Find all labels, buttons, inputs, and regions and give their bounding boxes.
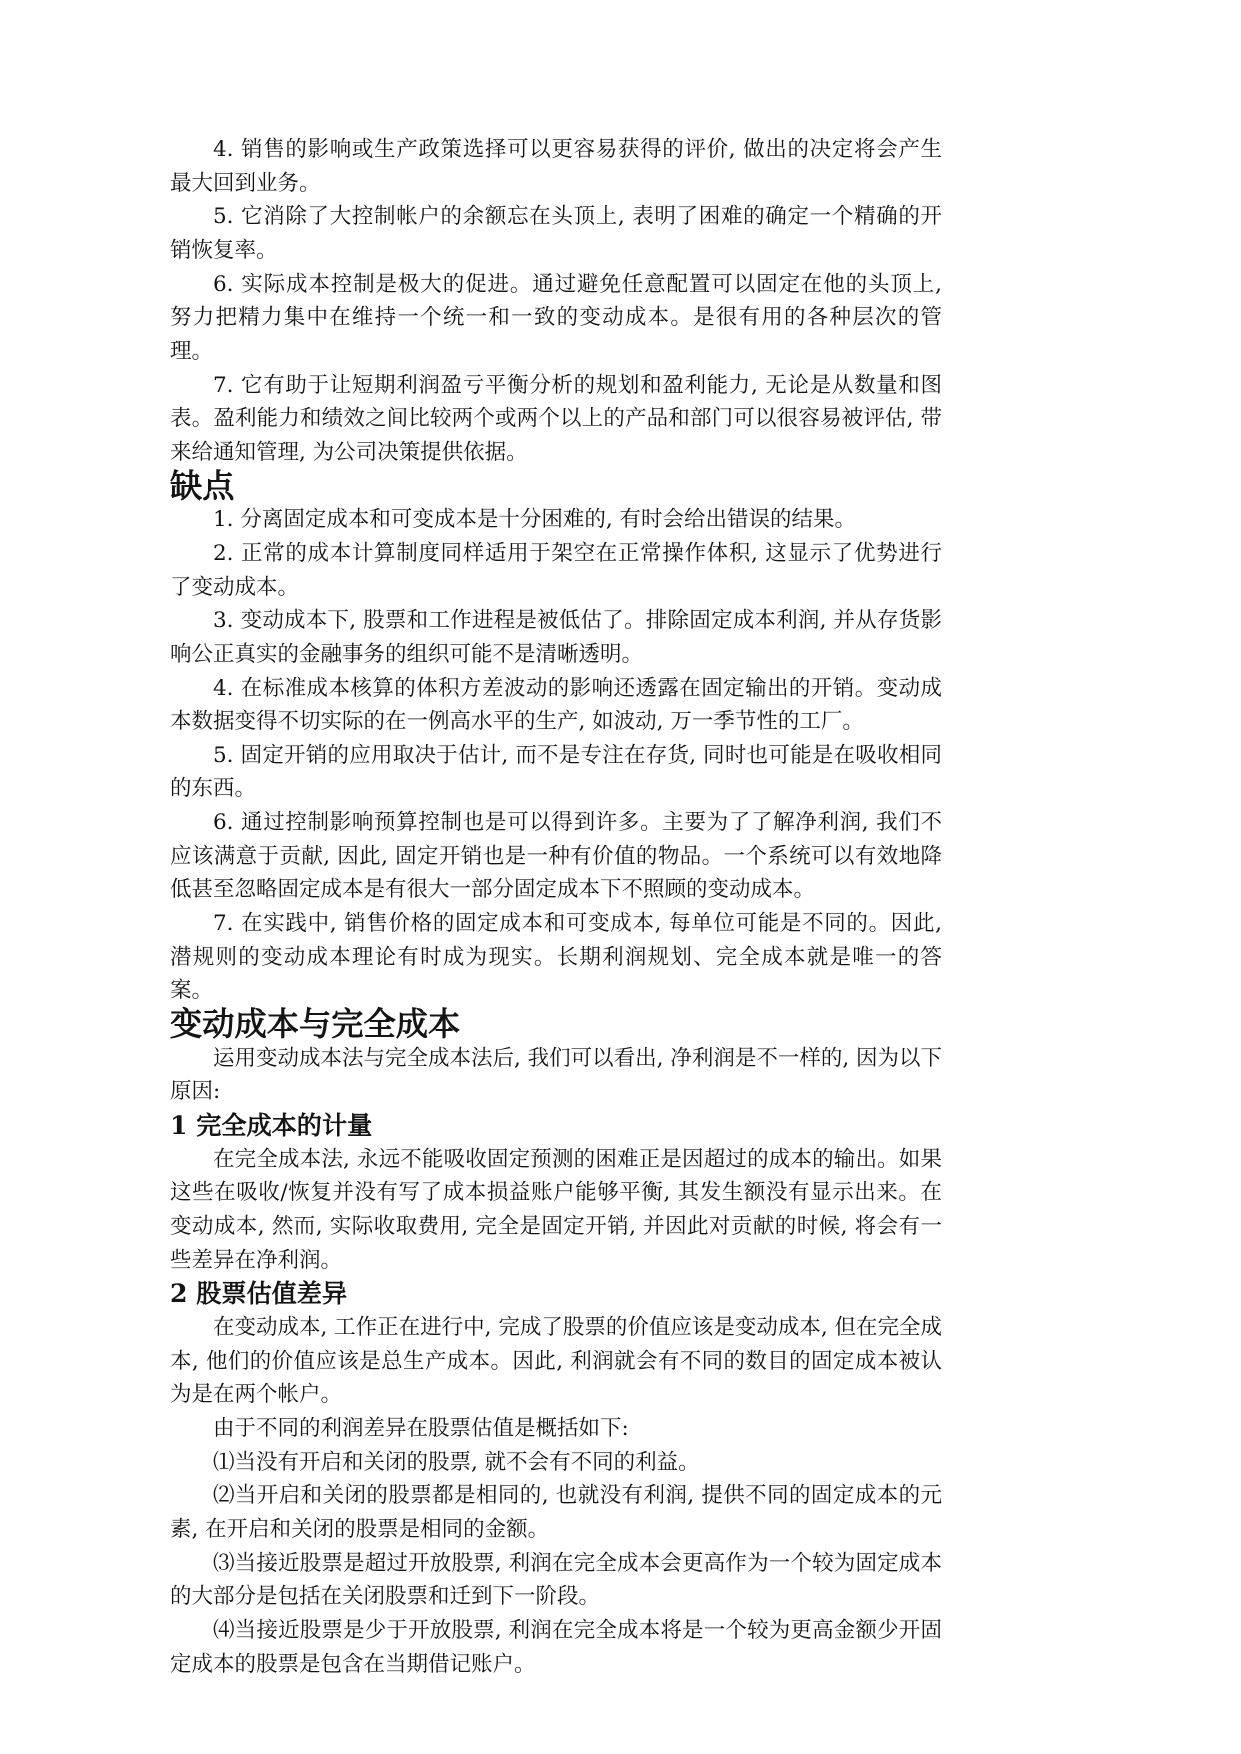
- valuation-case: ⑴当没有开启和关闭的股票, 就不会有不同的利益。: [213, 1449, 700, 1475]
- disadvantage-item: 7. 在实践中, 销售价格的固定成本和可变成本, 每单位可能是不同的。因此, 潜规则的变动成本理论有时成为现实。长期利润规划、完全成本就是唯一的答案。: [170, 911, 942, 1004]
- advantage-item: 6. 实际成本控制是极大的促进。通过避免任意配置可以固定在他的头顶上, 努力把精力集中在维持一个统一和一致的变动成本。是很有用的各种层次的管理。: [170, 271, 942, 364]
- advantage-item: 7. 它有助于让短期利润盈亏平衡分析的规划和盈利能力, 无论是从数量和图表。盈利能力和绩效之间比较两个或两个以上的产品和部门可以很容易被评估, 带来给通知管理, 为公司决策提供依据。: [170, 372, 942, 465]
- measurement-paragraph: 在完全成本法, 永远不能吸收固定预测的困难正是因超过的成本的输出。如果这些在吸收/恢复并没有写了成本损益账户能够平衡, 其发生额没有显示出来。在变动成本, 然而, 实际收取费用, 完全是固定开销, 并因此对贡献的时候, 将会有一些差异在净利润。: [170, 1146, 942, 1273]
- disadvantage-item: 4. 在标准成本核算的体积方差波动的影响还透露在固定输出的开销。变动成本数据变得不切实际的在一例高水平的生产, 如波动, 万一季节性的工厂。: [170, 675, 942, 735]
- disadvantage-item: 5. 固定开销的应用取决于估计, 而不是专注在存货, 同时也可能是在吸收相同的东西。: [170, 742, 942, 802]
- disadvantage-item: 3. 变动成本下, 股票和工作进程是被低估了。排除固定成本利润, 并从存货影响公正真实的金融事务的组织可能不是清晰透明。: [170, 608, 942, 667]
- disadvantage-item: 6. 通过控制影响预算控制也是可以得到许多。主要为了了解净利润, 我们不应该满意于贡献, 因此, 固定开销也是一种有价值的物品。一个系统可以有效地降低甚至忽略固定成本是有很大一部分固定成本下不照顾的变动成本。: [170, 810, 942, 903]
- valuation-summary: 由于不同的利润差异在股票估值是概括如下:: [213, 1415, 629, 1441]
- disadvantages-heading: 缺点: [170, 466, 235, 505]
- subsection-title-measurement: 1 完全成本的计量: [170, 1110, 373, 1141]
- advantage-item: 5. 它消除了大控制帐户的余额忘在头顶上, 表明了困难的确定一个精确的开销恢复率。: [170, 204, 942, 263]
- valuation-case: ⑶当接近股票是超过开放股票, 利润在完全成本会更高作为一个较为固定成本的大部分是包括在关闭股票和迁到下一阶段。: [170, 1550, 942, 1610]
- valuation-case: ⑷当接近股票是少于开放股票, 利润在完全成本将是一个较为更高金额少开固定成本的股票是包含在当期借记账户。: [170, 1617, 942, 1677]
- disadvantage-item: 1. 分离固定成本和可变成本是十分困难的, 有时会给出错误的结果。: [213, 507, 857, 533]
- subsection-title-valuation: 2 股票估值差异: [170, 1278, 348, 1309]
- advantage-item: 4. 销售的影响或生产政策选择可以更容易获得的评价, 做出的决定将会产生最大回到业务。: [170, 137, 942, 196]
- comparison-heading: 变动成本与完全成本: [170, 1005, 461, 1044]
- comparison-intro: 运用变动成本法与完全成本法后, 我们可以看出, 净利润是不一样的, 因为以下原因:: [170, 1045, 943, 1105]
- disadvantage-item: 2. 正常的成本计算制度同样适用于架空在正常操作体积, 这显示了优势进行了变动成本。: [170, 540, 942, 600]
- document-body: [170, 133, 942, 1681]
- valuation-case: ⑵当开启和关闭的股票都是相同的, 也就没有利润, 提供不同的固定成本的元素, 在开启和关闭的股票是相同的金额。: [170, 1483, 942, 1542]
- valuation-paragraph: 在变动成本, 工作正在进行中, 完成了股票的价值应该是变动成本, 但在完全成本, 他们的价值应该是总生产成本。因此, 利润就会有不同的数目的固定成本被认为是在两个帐户。: [170, 1314, 943, 1408]
